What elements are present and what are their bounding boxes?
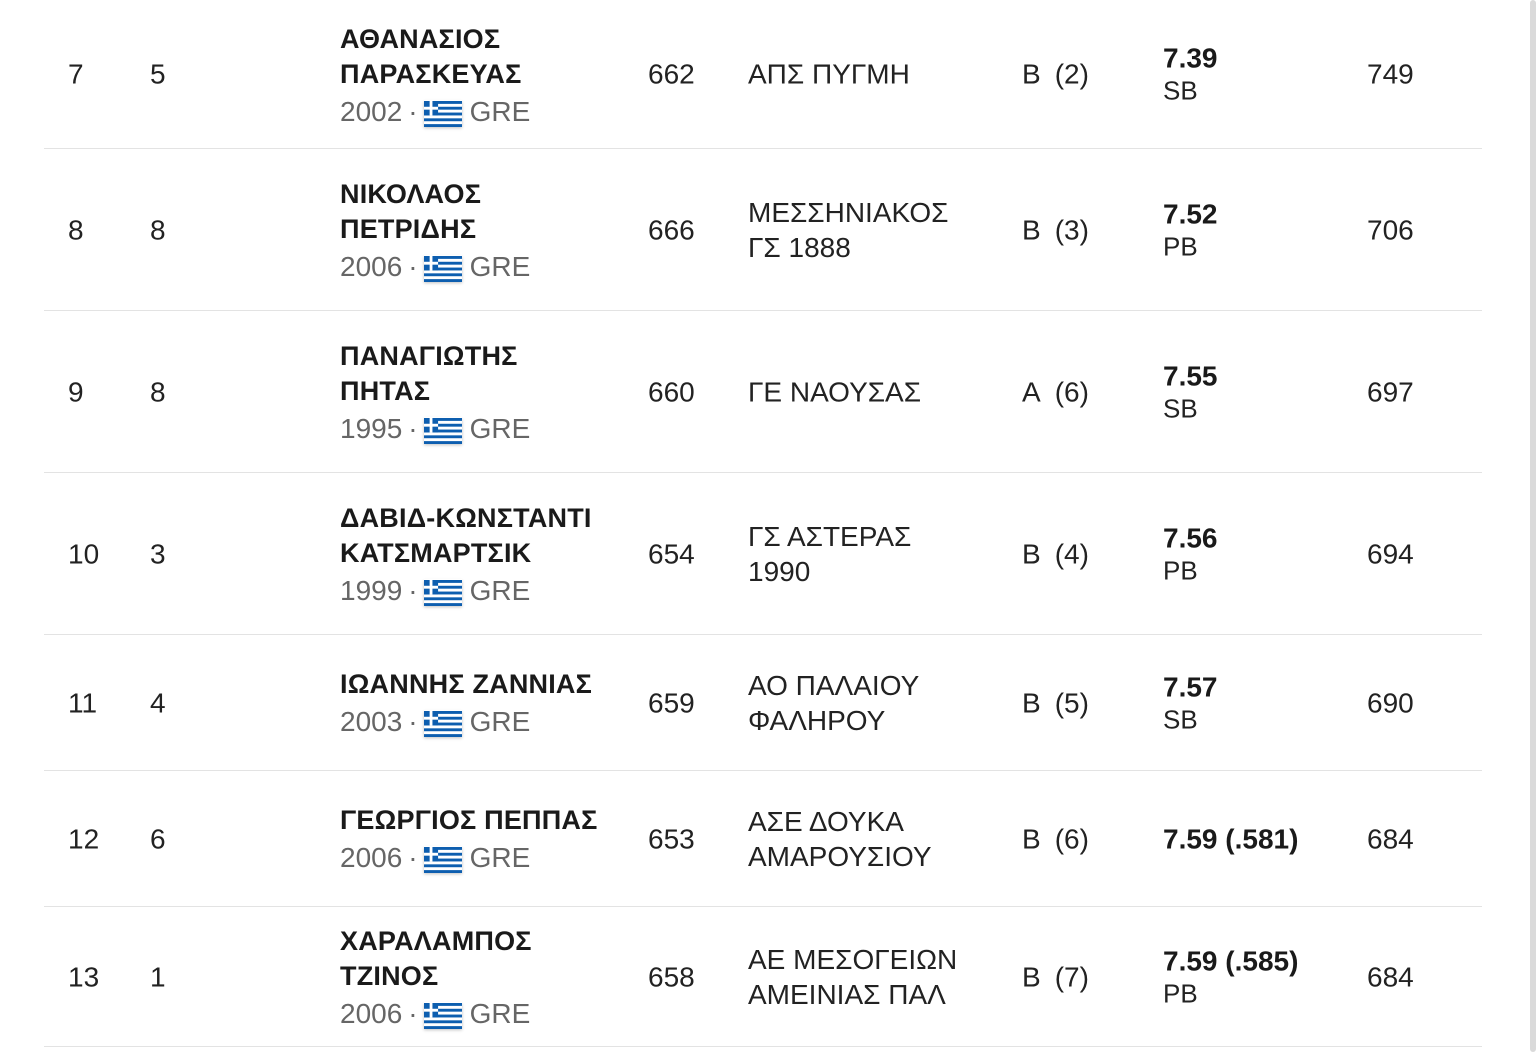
athlete-name[interactable]: ΠΕΤΡΙΔΗΣ	[340, 214, 477, 244]
birth-year: 1999	[340, 575, 403, 606]
table-row[interactable]	[44, 311, 1482, 473]
mark-tag: PB	[1163, 231, 1198, 261]
country-code: GRE	[469, 251, 531, 282]
mark-value: 7.57	[1163, 671, 1218, 702]
birth-year: 2002	[340, 96, 403, 127]
athlete-cell[interactable]	[340, 924, 532, 1031]
bib-cell: 660	[648, 376, 695, 407]
heat-letter: B	[1022, 214, 1041, 245]
athlete-meta	[340, 94, 530, 129]
athlete-meta	[340, 411, 530, 446]
lane-cell: 8	[150, 214, 166, 245]
mark-tag: SB	[1163, 393, 1198, 423]
club-line: ΓΣ ΑΣΤΕΡΑΣ	[748, 520, 912, 552]
greece-flag-icon	[424, 100, 462, 126]
points-cell: 749	[1367, 58, 1414, 90]
club-line: ΑΣΕ ΔΟΥΚΑ	[748, 805, 904, 837]
greece-flag-icon	[424, 255, 462, 281]
heat-cell	[1022, 212, 1089, 247]
mark-value: 7.52	[1163, 198, 1218, 229]
athlete-name[interactable]: ΠΗΤΑΣ	[340, 376, 431, 406]
greece-flag-icon	[424, 579, 462, 605]
heat-cell	[1022, 821, 1089, 856]
mark-cell	[1163, 822, 1298, 855]
mark-tag: SB	[1163, 75, 1198, 106]
heat-letter: B	[1022, 961, 1041, 992]
athlete-name[interactable]: ΔΑΒΙΔ-ΚΩΝΣΤΑΝΤΙ	[340, 503, 592, 533]
points-cell: 697	[1367, 376, 1414, 407]
bib-cell: 658	[648, 961, 695, 992]
birth-year: 2006	[340, 842, 403, 873]
club-line: ΑΜΕΙΝΙΑΣ ΠΑΛ	[748, 978, 946, 1010]
heat-letter: B	[1022, 823, 1041, 854]
lane-cell: 6	[150, 823, 166, 854]
athlete-name[interactable]: ΓΕΩΡΓΙΟΣ ΠΕΠΠΑΣ	[340, 805, 598, 835]
heat-cell	[1022, 685, 1089, 720]
table-row[interactable]	[44, 473, 1482, 635]
points-cell: 706	[1367, 214, 1414, 245]
mark-value: 7.56	[1163, 522, 1218, 553]
athlete-meta	[340, 840, 598, 875]
club-cell	[748, 195, 988, 265]
rank-cell: 13	[68, 961, 100, 992]
lane-cell: 5	[150, 58, 166, 90]
rank-cell: 9	[68, 376, 84, 407]
rank-cell: 10	[68, 538, 100, 569]
mark-value: 7.55	[1163, 360, 1218, 391]
athlete-cell[interactable]	[340, 339, 530, 446]
rank-cell: 8	[68, 214, 84, 245]
heat-place: (5)	[1054, 687, 1089, 718]
mark-tag: PB	[1163, 978, 1198, 1008]
athlete-name[interactable]: ΤΖΙΝΟΣ	[340, 961, 439, 991]
country-code: GRE	[469, 998, 531, 1029]
points-cell: 684	[1367, 961, 1414, 992]
separator-dot: ·	[408, 575, 418, 606]
heat-cell	[1022, 536, 1089, 571]
mark-cell	[1163, 197, 1218, 262]
athlete-meta	[340, 249, 530, 284]
separator-dot: ·	[408, 251, 418, 282]
rank-cell: 11	[68, 687, 98, 718]
mark-value: 7.59 (.585)	[1163, 945, 1299, 976]
birth-year: 2006	[340, 251, 403, 282]
heat-cell	[1022, 959, 1089, 994]
club-line: ΓΕ ΝΑΟΥΣΑΣ	[748, 376, 922, 407]
country-code: GRE	[469, 413, 531, 444]
heat-letter: B	[1022, 687, 1041, 718]
heat-place: (6)	[1054, 376, 1089, 407]
rank-cell: 7	[68, 58, 84, 90]
greece-flag-icon	[424, 846, 462, 872]
bib-cell: 662	[648, 58, 695, 90]
athlete-name[interactable]: ΑΘΑΝΑΣΙΟΣ	[340, 24, 501, 54]
table-row[interactable]	[44, 907, 1482, 1047]
club-line: ΑΟ ΠΑΛΑΙΟΥ	[748, 669, 920, 701]
athlete-meta	[340, 996, 532, 1031]
greece-flag-icon	[424, 1002, 462, 1028]
athlete-name[interactable]: ΧΑΡΑΛΑΜΠΟΣ	[340, 926, 532, 956]
birth-year: 1995	[340, 413, 403, 444]
points-cell: 694	[1367, 538, 1414, 569]
country-code: GRE	[469, 842, 531, 873]
lane-cell: 4	[150, 687, 166, 718]
separator-dot: ·	[408, 96, 418, 127]
club-line: ΑΕ ΜΕΣΟΓΕΙΩΝ	[748, 943, 958, 975]
heat-letter: A	[1022, 376, 1041, 407]
mark-cell	[1163, 944, 1298, 1009]
heat-letter: B	[1022, 538, 1041, 569]
club-cell	[748, 374, 988, 409]
athlete-name[interactable]: ΝΙΚΟΛΑΟΣ	[340, 179, 482, 209]
heat-letter: B	[1022, 58, 1041, 90]
club-line: ΓΣ 1888	[748, 231, 851, 263]
table-row[interactable]	[44, 771, 1482, 907]
heat-place: (3)	[1054, 214, 1089, 245]
athlete-meta	[340, 573, 592, 608]
separator-dot: ·	[408, 842, 418, 873]
lane-cell: 3	[150, 538, 166, 569]
separator-dot: ·	[408, 706, 418, 737]
club-line: ΜΕΣΣΗΝΙΑΚΟΣ	[748, 196, 949, 228]
athlete-name[interactable]: ΙΩΑΝΝΗΣ ΖΑΝΝΙΑΣ	[340, 669, 593, 699]
club-line: ΑΠΣ ΠΥΓΜΗ	[748, 58, 910, 90]
table-row[interactable]	[44, 0, 1482, 149]
country-code: GRE	[469, 575, 531, 606]
table-row[interactable]	[44, 635, 1482, 771]
athlete-cell[interactable]	[340, 501, 592, 608]
heat-place: (7)	[1054, 961, 1089, 992]
bib-cell: 666	[648, 214, 695, 245]
mark-cell	[1163, 359, 1218, 424]
points-cell: 690	[1367, 687, 1414, 718]
lane-cell: 1	[150, 961, 166, 992]
mark-tag: SB	[1163, 704, 1198, 734]
table-row[interactable]	[44, 149, 1482, 311]
greece-flag-icon	[424, 710, 462, 736]
country-code: GRE	[469, 706, 531, 737]
club-cell	[748, 942, 988, 1012]
birth-year: 2006	[340, 998, 403, 1029]
mark-cell	[1163, 42, 1218, 107]
separator-dot: ·	[408, 998, 418, 1029]
mark-value: 7.59 (.581)	[1163, 823, 1299, 854]
heat-place: (6)	[1054, 823, 1089, 854]
lane-cell: 8	[150, 376, 166, 407]
scrollbar[interactable]	[1530, 0, 1536, 1052]
athlete-name[interactable]: ΠΑΡΑΣΚΕΥΑΣ	[340, 59, 522, 89]
mark-tag: PB	[1163, 555, 1198, 585]
club-cell	[748, 57, 988, 92]
bib-cell: 654	[648, 538, 695, 569]
athlete-cell[interactable]	[340, 803, 598, 875]
athlete-cell[interactable]	[340, 667, 592, 739]
club-line: ΑΜΑΡΟΥΣΙΟΥ	[748, 840, 932, 872]
rank-cell: 12	[68, 823, 100, 854]
bib-cell: 659	[648, 687, 695, 718]
country-code: GRE	[469, 96, 531, 127]
athlete-meta	[340, 704, 592, 739]
heat-cell	[1022, 57, 1089, 92]
separator-dot: ·	[408, 413, 418, 444]
mark-cell	[1163, 670, 1218, 735]
athlete-cell[interactable]	[340, 22, 530, 129]
club-line: 1990	[748, 555, 811, 587]
greece-flag-icon	[424, 417, 462, 443]
athlete-name[interactable]: ΠΑΝΑΓΙΩΤΗΣ	[340, 341, 518, 371]
scrollbar-thumb[interactable]	[1530, 0, 1536, 1052]
mark-cell	[1163, 521, 1218, 586]
athlete-cell[interactable]	[340, 177, 530, 284]
heat-place: (4)	[1054, 538, 1089, 569]
bib-cell: 653	[648, 823, 695, 854]
points-cell: 684	[1367, 823, 1414, 854]
club-cell	[748, 804, 988, 874]
heat-place: (2)	[1054, 58, 1089, 90]
birth-year: 2003	[340, 706, 403, 737]
club-cell	[748, 519, 988, 589]
club-cell	[748, 668, 988, 738]
athlete-name[interactable]: ΚΑΤΣΜΑΡΤΣΙΚ	[340, 538, 532, 568]
heat-cell	[1022, 374, 1089, 409]
club-line: ΦΑΛΗΡΟΥ	[748, 704, 886, 736]
mark-value: 7.39	[1163, 42, 1218, 74]
